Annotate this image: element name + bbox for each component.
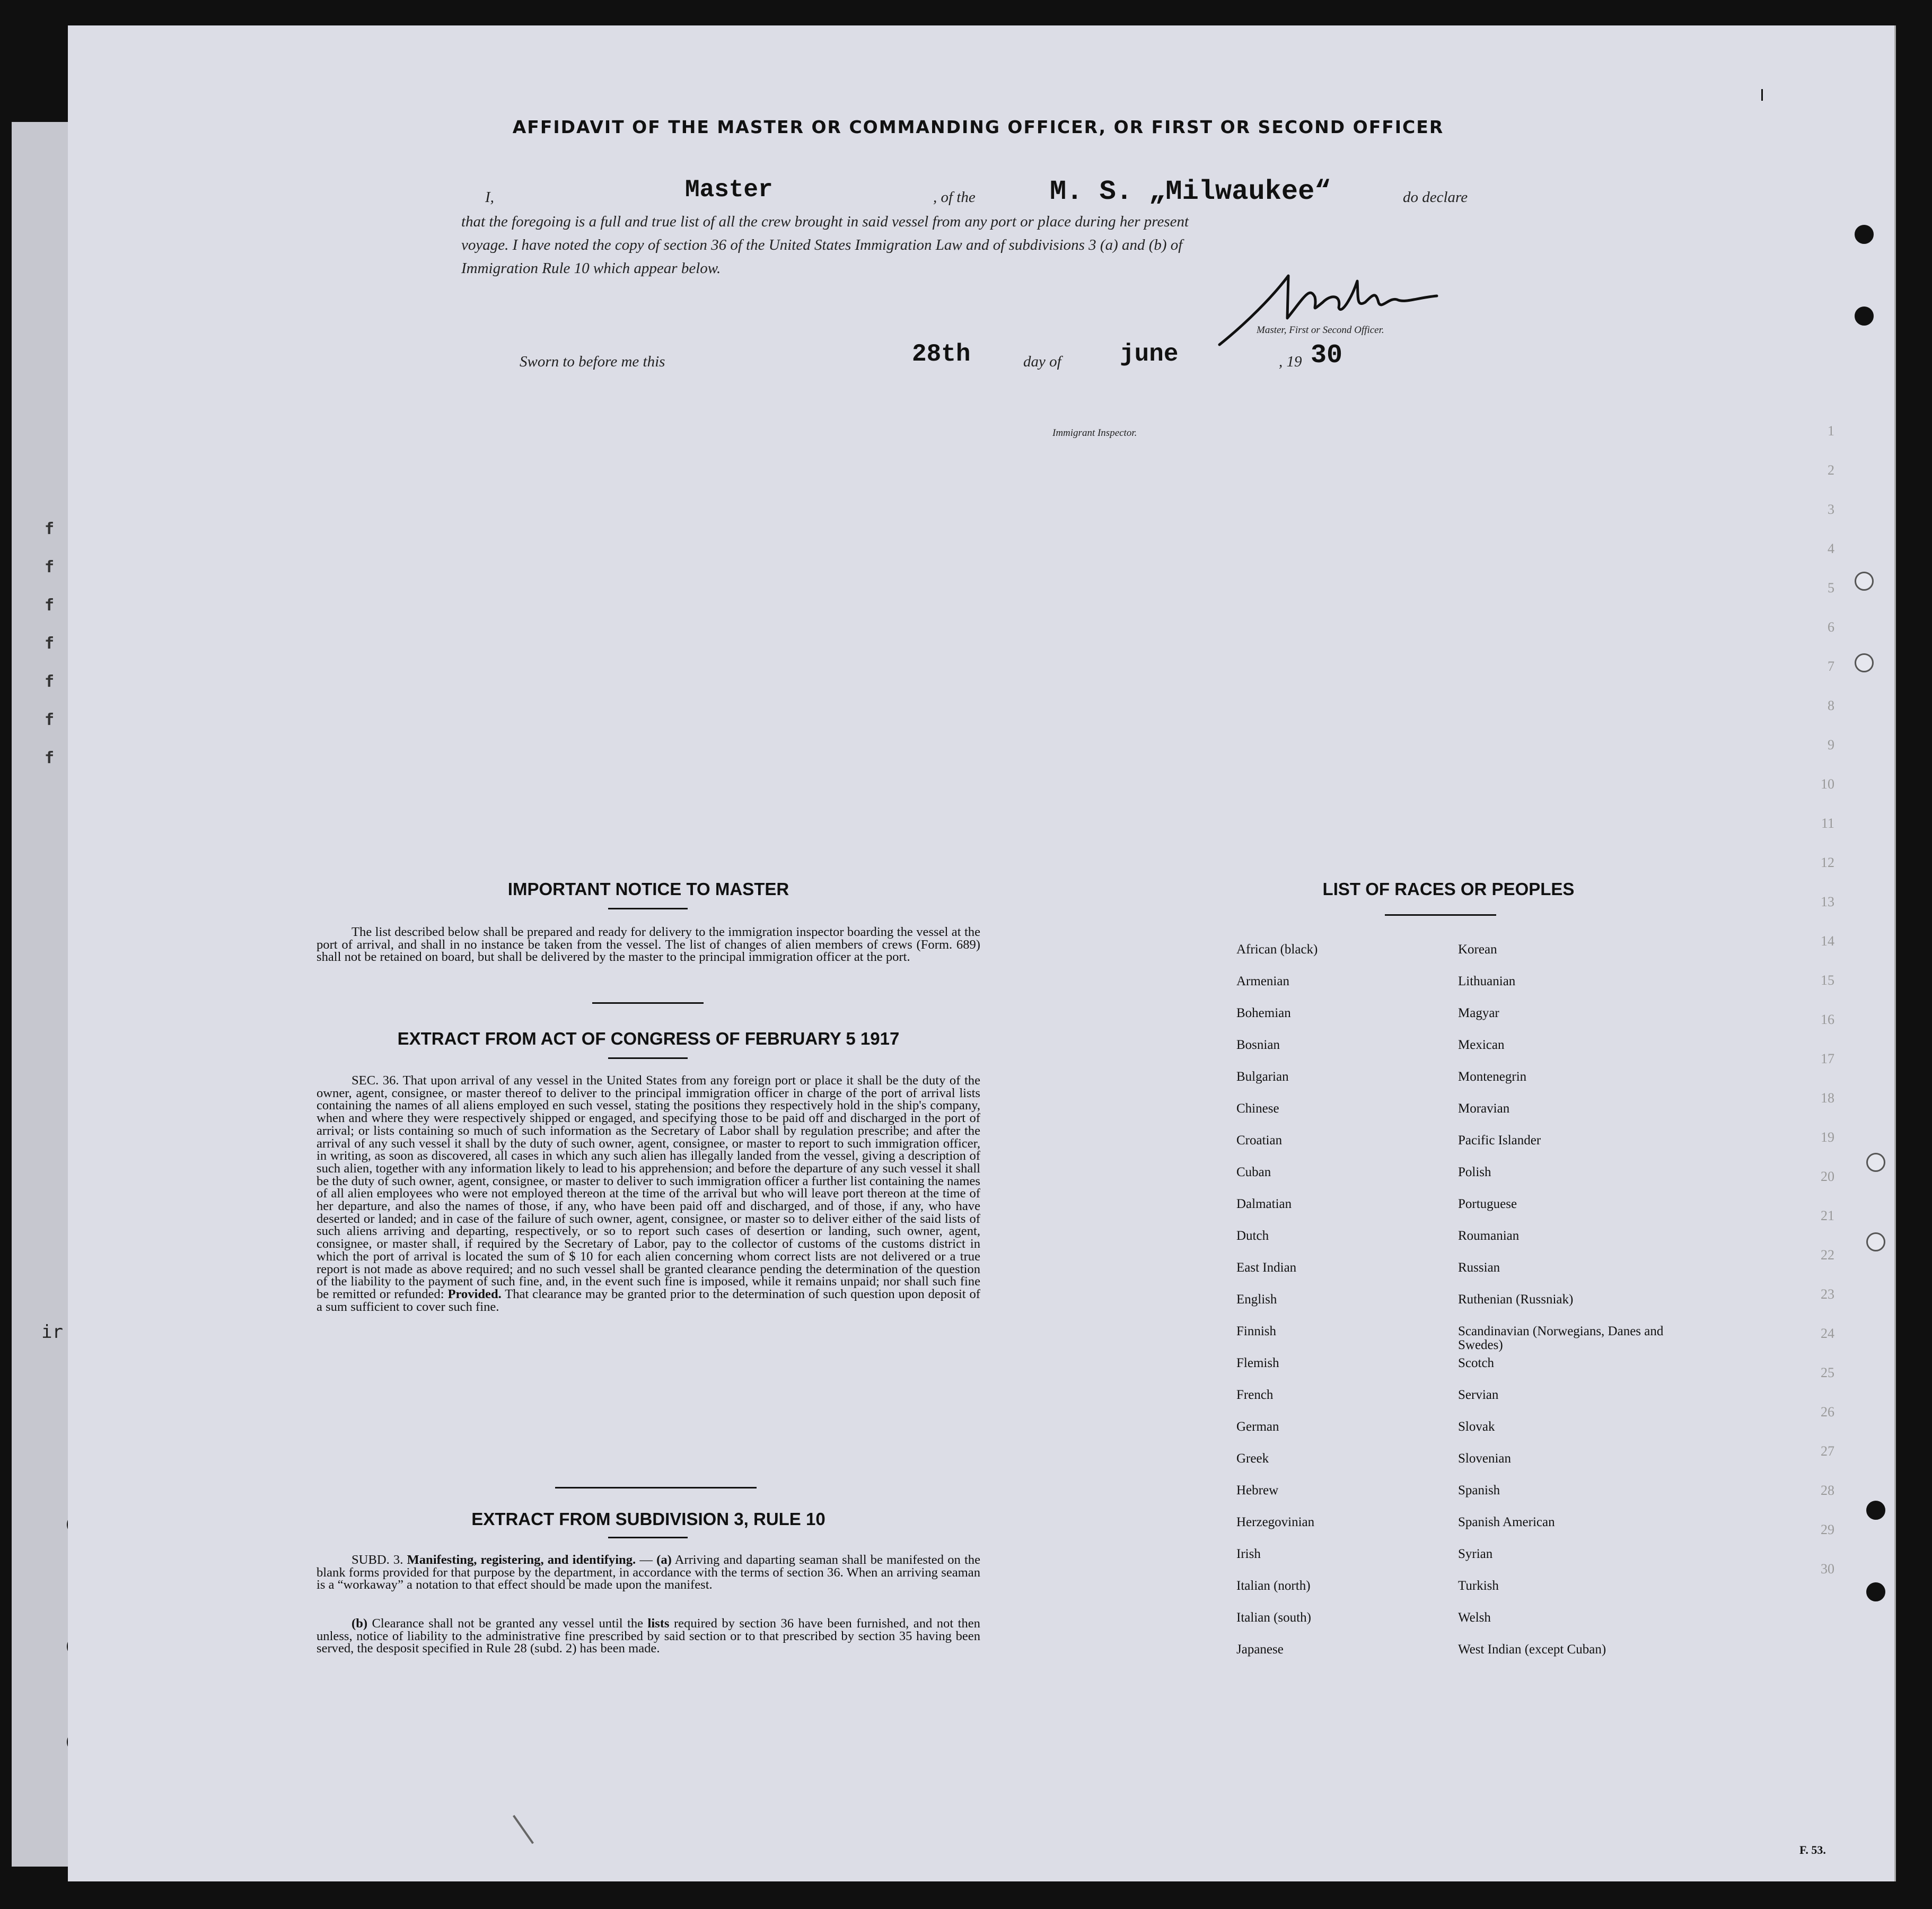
race-row (1236, 1547, 1671, 1579)
affidavit-line-1: that the foregoing is a full and true list of all the crew brought in said vessel from any port or place during her present (461, 213, 1189, 230)
race-name: English (1236, 1292, 1277, 1307)
race-row (1236, 1166, 1671, 1197)
rule-b-text-1: Clearance shall not be granted any vessel until the (372, 1616, 644, 1631)
affidavit-i-label: I, (485, 189, 494, 206)
form-code: F. 53. (1799, 1843, 1826, 1857)
affidavit-line-3: Immigration Rule 10 which appear below. (461, 260, 721, 277)
row-number: 27 (1821, 1443, 1834, 1459)
race-row (1236, 1516, 1671, 1547)
row-number: 6 (1828, 619, 1834, 635)
row-number: 14 (1821, 933, 1834, 949)
race-name: German (1236, 1420, 1279, 1434)
race-name: Ruthenian (Russniak) (1458, 1292, 1574, 1307)
race-name: Scotch (1458, 1356, 1495, 1370)
rule-b-label: (b) (352, 1616, 368, 1631)
race-row (1236, 1038, 1671, 1070)
row-number: 21 (1821, 1208, 1834, 1223)
sworn-year: 30 (1311, 340, 1343, 371)
race-name: Syrian (1458, 1547, 1493, 1561)
affidavit-of-the-label: , of the (933, 189, 976, 206)
row-number: 3 (1828, 502, 1834, 517)
rule-b-text-2: required by section 36 have been furnished, and not then unless, notice of liability to the administrative fine prescribed by said section or to that prescribed by section 35 having been served, the desposit specified in Rule 28 (subd. 2) has been made. (317, 1616, 980, 1656)
race-name: Flemish (1236, 1356, 1279, 1370)
race-name: Bohemian (1236, 1006, 1291, 1020)
strip-letter: f (45, 558, 55, 576)
race-row (1236, 1070, 1671, 1102)
row-number: 13 (1821, 894, 1834, 909)
rule-rule (608, 1537, 688, 1538)
race-row (1236, 943, 1671, 975)
rule-dash: — (636, 1553, 657, 1567)
sworn-label: Sworn to before me this (520, 353, 665, 370)
row-number: 4 (1828, 541, 1834, 556)
race-name: Irish (1236, 1547, 1261, 1561)
race-name: Slovak (1458, 1420, 1495, 1434)
race-name: Pacific Islander (1458, 1133, 1541, 1148)
scan-mark (1761, 89, 1763, 101)
race-row (1236, 1325, 1671, 1356)
race-name: Hebrew (1236, 1483, 1279, 1498)
race-row (1236, 1388, 1671, 1420)
act-title: EXTRACT FROM ACT OF CONGRESS OF FEBRUARY 5 1917 (397, 1029, 900, 1048)
strip-letter: f (45, 596, 55, 615)
strip-letter: f (45, 520, 55, 538)
race-name: African (black) (1236, 942, 1318, 957)
row-number: 7 (1828, 659, 1834, 674)
race-row (1236, 1356, 1671, 1388)
inspector-caption: Immigrant Inspector. (1052, 427, 1137, 439)
race-row (1236, 1579, 1671, 1611)
race-name: Armenian (1236, 974, 1289, 988)
act-body (317, 1074, 980, 1313)
row-number: 9 (1828, 737, 1834, 752)
affidavit-title: AFFIDAVIT OF THE MASTER OR COMMANDING OFFICER, OR FIRST OR SECOND OFFICER (512, 117, 1444, 137)
row-number: 5 (1828, 580, 1834, 596)
race-name: Bulgarian (1236, 1070, 1289, 1084)
punch-hole (1866, 1153, 1885, 1172)
rule-b-lists: lists (647, 1616, 670, 1631)
row-number: 25 (1821, 1365, 1834, 1380)
race-name: East Indian (1236, 1260, 1297, 1275)
race-name: Russian (1458, 1260, 1500, 1275)
row-number: 18 (1821, 1090, 1834, 1106)
race-row (1236, 975, 1671, 1006)
race-name: Greek (1236, 1451, 1269, 1466)
race-name: Slovenian (1458, 1451, 1511, 1466)
row-number: 29 (1821, 1522, 1834, 1537)
strip-letter: f (45, 711, 55, 729)
race-row (1236, 1611, 1671, 1643)
affidavit-line-2: voyage. I have noted the copy of section 36 of the United States Immigration Law and of subdivisions 3 (a) and (b) of (461, 237, 1183, 253)
race-name: Magyar (1458, 1006, 1499, 1020)
race-name: Moravian (1458, 1101, 1510, 1116)
race-row (1236, 1134, 1671, 1166)
races-title: LIST OF RACES OR PEOPLES (1322, 879, 1575, 899)
race-name: Italian (south) (1236, 1610, 1311, 1625)
race-name: Mexican (1458, 1038, 1505, 1052)
section-divider (592, 1002, 704, 1004)
race-row (1236, 1293, 1671, 1325)
signature-caption: Master, First or Second Officer. (1257, 325, 1384, 336)
year-prefix: , 19 (1279, 353, 1302, 370)
race-name: Bosnian (1236, 1038, 1280, 1052)
race-name: Korean (1458, 942, 1497, 957)
adjacent-page-strip (12, 122, 70, 1867)
notice-rule (608, 908, 688, 909)
race-name: Cuban (1236, 1165, 1271, 1179)
races-list (1236, 943, 1671, 1675)
punch-hole (1866, 1501, 1885, 1520)
race-name: Italian (north) (1236, 1579, 1311, 1593)
strip-letter: f (45, 749, 55, 767)
race-name: Chinese (1236, 1101, 1279, 1116)
row-number: 30 (1821, 1561, 1834, 1577)
row-number: 22 (1821, 1247, 1834, 1263)
race-row (1236, 1006, 1671, 1038)
day-of-label: day of (1023, 353, 1061, 370)
race-name: Spanish American (1458, 1515, 1555, 1529)
row-number: 23 (1821, 1286, 1834, 1302)
race-name: Polish (1458, 1165, 1491, 1179)
row-number: 24 (1821, 1326, 1834, 1341)
row-number: 2 (1828, 462, 1834, 478)
rule-subd-label: SUBD. 3. (352, 1553, 403, 1567)
notice-title: IMPORTANT NOTICE TO MASTER (507, 879, 789, 899)
rule-paragraph-b (317, 1617, 980, 1655)
affidavit-vessel: M. S. „Milwaukee“ (1050, 176, 1331, 207)
section-divider (555, 1487, 757, 1488)
rule-a-text: Arriving and daparting seaman shall be manifested on the blank forms provided for that purpose by the department, in accordance with the terms of section 36. When an arriving seaman is a “workaway” a notation to that effect should be made upon the manifest. (317, 1553, 980, 1592)
act-body-main: SEC. 36. That upon arrival of any vessel in the United States from any foreign port or place it shall be the duty of the owner, agent, consignee, or master thereof to deliver to the principal immigration officer in charge of the port of arrival lists containing the names of all aliens employed en such vessel, stating the positions they respectively hold in the ship's company, when and where they were respectively shipped or engaged, and specifying those to be paid off and discharged in the port of arrival; or lists containing so much of such information as the Secretary of Labor shall by regulation prescribe; and after the arrival of any such vessel it shall by the duty of such owner, agent, consignee, or master to report to such immigration officer, in writing, as soon as discovered, all cases in which any such alien has illegally landed from the vessel, giving a description of such alien, together with any information likely to lead to his apprehension; and before the departure of any such vessel it shall be the duty of such owner, agent, consignee, or master to deliver to such immigration officer a further list containing the names of all alien employees who were not employed thereon at the time of the arrival but who will leave port thereon at the time of her departure, and also the names of those, if any, who have been paid off and discharged, and of those, if any, who have deserted or landed; and in case of the failure of such owner, agent, consignee, or master so to deliver either of the said lists of such aliens arriving and departing, respectively, or so to report such cases of desertion or landing, such owner, agent, consignee, or master shall, if required by the Secretary of Labor, pay to the collector of customs of the customs district in which the port of arrival is located the sum of $ 10 for each alien concerning whom correct lists are not delivered or a true report is not made as above required; and no such vessel shall be granted clearance pending the determination of the question of the liability to the payment of such fine, and, in the event such fine is imposed, while it remains unpaid; nor shall such fine be remitted or refunded: (317, 1073, 980, 1301)
strip-letter: f (45, 634, 55, 653)
race-name: Welsh (1458, 1610, 1491, 1625)
race-row (1236, 1420, 1671, 1452)
race-row (1236, 1484, 1671, 1516)
race-name: Montenegrin (1458, 1070, 1527, 1084)
row-number: 12 (1821, 855, 1834, 870)
row-number: 15 (1821, 973, 1834, 988)
sworn-day: 28th (912, 340, 971, 368)
punch-hole (1855, 307, 1874, 326)
races-rule (1385, 914, 1496, 916)
punch-hole (1866, 1232, 1885, 1251)
race-row (1236, 1229, 1671, 1261)
row-number: 16 (1821, 1012, 1834, 1027)
row-number: 8 (1828, 698, 1834, 713)
race-row (1236, 1643, 1671, 1675)
row-number: 10 (1821, 776, 1834, 792)
row-number: 20 (1821, 1169, 1834, 1184)
punch-hole (1855, 225, 1874, 244)
race-row (1236, 1452, 1671, 1484)
rule-heading: Manifesting, registering, and identifying. (407, 1553, 636, 1567)
strip-letter: f (45, 672, 55, 691)
race-name: Turkish (1458, 1579, 1499, 1593)
strip-text: ir (41, 1321, 63, 1343)
race-name: Spanish (1458, 1483, 1500, 1498)
race-name: Scandinavian (Norwegians, Danes and Swedes) (1458, 1324, 1664, 1352)
act-body-end: That clearance may be granted prior to the determination of such question upon deposit of a sum sufficient to cover such fine. (317, 1286, 980, 1314)
affidavit-do-declare: do declare (1403, 189, 1468, 206)
act-rule (608, 1057, 688, 1059)
race-name: Lithuanian (1458, 974, 1516, 988)
row-number: 28 (1821, 1483, 1834, 1498)
race-name: Japanese (1236, 1642, 1284, 1657)
row-number: 11 (1821, 816, 1834, 831)
race-name: Finnish (1236, 1324, 1277, 1338)
row-number: 1 (1828, 423, 1834, 439)
punch-hole (1855, 653, 1874, 672)
row-number: 17 (1821, 1051, 1834, 1066)
race-name: French (1236, 1388, 1274, 1402)
race-name: Croatian (1236, 1133, 1283, 1148)
race-name: Servian (1458, 1388, 1499, 1402)
rule-paragraph-a (317, 1554, 980, 1591)
notice-body: The list described below shall be prepared and ready for delivery to the immigration inspector boarding the vessel at the port of arrival, and shall in no instance be taken from the vessel. The list of changes of alien members of crews (Form. 689) shall not be retained on board, but shall be delivered by the master to the principal immigration officer at the port. (317, 925, 980, 965)
race-name: Portuguese (1458, 1197, 1517, 1211)
race-row (1236, 1261, 1671, 1293)
race-row (1236, 1197, 1671, 1229)
affidavit-rank: Master (685, 176, 773, 204)
race-name: Herzegovinian (1236, 1515, 1315, 1529)
race-name: West Indian (except Cuban) (1458, 1642, 1606, 1657)
rule-title: EXTRACT FROM SUBDIVISION 3, RULE 10 (471, 1509, 826, 1529)
race-name: Roumanian (1458, 1229, 1520, 1243)
row-number: 26 (1821, 1404, 1834, 1420)
race-name: Dalmatian (1236, 1197, 1292, 1211)
race-row (1236, 1102, 1671, 1134)
punch-hole (1866, 1582, 1885, 1601)
punch-hole (1855, 572, 1874, 591)
sworn-month: june (1120, 340, 1179, 368)
race-name: Dutch (1236, 1229, 1269, 1243)
rule-a-label: (a) (656, 1553, 672, 1567)
act-provided: Provided. (447, 1286, 502, 1301)
row-number: 19 (1821, 1129, 1834, 1145)
